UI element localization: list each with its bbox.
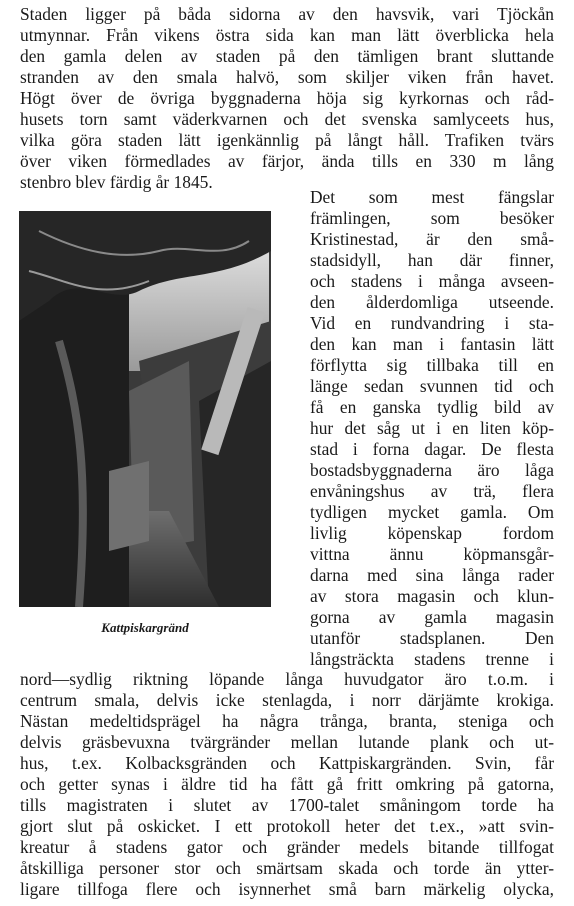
text-line: över viken förmedlades av färjor, ända tills en 330 m lång xyxy=(20,151,554,171)
text-line: stad i forna dagar. De flesta xyxy=(310,439,554,459)
text-line: gorna av gamla magasin xyxy=(310,607,554,627)
figure-caption: Kattpiskargränd xyxy=(101,620,189,635)
text-line: förflytta sig tillbaka till en xyxy=(310,355,554,375)
text-line: utanför stadsplanen. Den xyxy=(310,628,554,648)
text-line: delvis gräsbevuxna tvärgränder mellan lutande plank och ut- xyxy=(20,732,554,752)
text-line: envåningshus av trä, flera xyxy=(310,481,554,501)
text-line: kreatur å stadens gator och gränder medels bitande tillfogat xyxy=(20,837,554,857)
text-line: stranden av den smala halvö, som skiljer viken från havet. xyxy=(20,67,554,87)
text-line: hur det såg ut i en liten köp- xyxy=(310,418,554,438)
text-line: hus, t.ex. Kolbacksgränden och Kattpiskargränden. Svin, får xyxy=(20,753,554,773)
text-line: långsträckta stadens trenne i xyxy=(310,649,554,669)
text-line: Nästan medeltidsprägel ha några trånga, branta, steniga och xyxy=(20,711,554,731)
text-line: tydligen mycket gamla. Om xyxy=(310,502,554,522)
text-line: främlingen, som besöker xyxy=(310,208,554,228)
text-line: Vid en rundvandring i sta- xyxy=(310,313,554,333)
text-line: Det som mest fängslar xyxy=(310,187,554,207)
photo-kattpiskargrand xyxy=(19,211,271,607)
text-line: den gamla delen av staden på den tämligen brant sluttande xyxy=(20,46,554,66)
text-line: centrum smala, delvis icke stenlagda, i norr därjämte krokiga. xyxy=(20,690,554,710)
text-line: länge sedan svunnen tid och xyxy=(310,376,554,396)
text-line: vilka göra staden lätt igenkännlig på långt håll. Trafiken tvärs xyxy=(20,130,554,150)
text-line: åtskilliga personer stor och smärtsam skada och torde än ytter- xyxy=(20,858,554,878)
text-line: bostadsbyggnaderna äro låga xyxy=(310,460,554,480)
text-line: och getter synas i äldre tid ha fått gå fritt omkring på gatorna, xyxy=(20,774,554,794)
text-line: stenbro blev färdig år 1845. xyxy=(20,172,213,192)
text-line: nord—sydlig riktning löpande långa huvudgator äro t.o.m. i xyxy=(20,669,554,689)
text-line: stadsidyll, han där finner, xyxy=(310,250,554,270)
text-line: Staden ligger på båda sidorna av den havsvik, vari Tjöckån xyxy=(20,4,554,24)
text-line: och stadens i många avseen- xyxy=(310,271,554,291)
text-line: ligare tillfoga flere och isynnerhet små barn märkelig olycka, xyxy=(20,879,554,899)
text-line: gjort slut på oskicket. I ett protokoll heter det t.ex., »att svin- xyxy=(20,816,554,836)
text-line: utmynnar. Från vikens östra sida kan man lätt överblicka hela xyxy=(20,25,554,45)
text-line: Högt över de övriga byggnaderna höja sig kyrkornas och råd- xyxy=(20,88,554,108)
text-line: livlig köpenskap fordom xyxy=(310,523,554,543)
alley-photo-image xyxy=(19,211,271,607)
text-line: Kristinestad, är den små- xyxy=(310,229,554,249)
text-line: vittna ännu köpmansgår- xyxy=(310,544,554,564)
text-line: husets torn samt väderkvarnen och det svenska samlyceets hus, xyxy=(20,109,554,129)
text-line: tills magistraten i slutet av 1700-talet småningom torde ha xyxy=(20,795,554,815)
text-line: darna med sina långa rader xyxy=(310,565,554,585)
text-line: av stora magasin och klun- xyxy=(310,586,554,606)
text-line: den ålderdomliga utseende. xyxy=(310,292,554,312)
text-line: den kan man i fantasin lätt xyxy=(310,334,554,354)
text-line: få en ganska tydlig bild av xyxy=(310,397,554,417)
